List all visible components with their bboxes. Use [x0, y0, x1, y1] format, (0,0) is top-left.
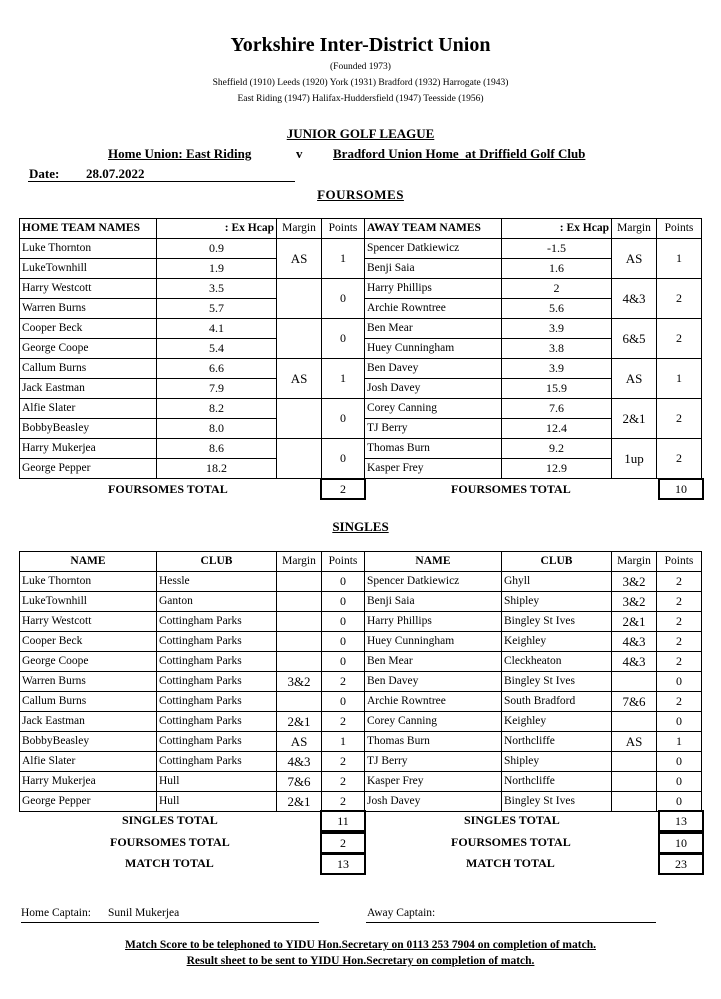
singles-table [19, 551, 702, 812]
away-player-hcap: 3.8 [502, 339, 612, 359]
home-player-hcap: 3.5 [157, 279, 277, 299]
away-singles-club: Keighley [502, 632, 612, 652]
home-singles-name: BobbyBeasley [20, 732, 157, 752]
singles-row [20, 752, 702, 772]
away-player-hcap: 1.6 [502, 259, 612, 279]
away-captain-line [366, 922, 656, 923]
away-pair-points: 2 [657, 279, 702, 319]
match-total-label-home: MATCH TOTAL [125, 856, 214, 870]
home-pair-margin: AS [277, 239, 322, 279]
home-pair-points: 1 [322, 359, 365, 399]
away-singles-points: 2 [657, 572, 702, 592]
home-singles-points: 1 [322, 732, 365, 752]
foursomes-total-home-2: 2 [320, 832, 366, 854]
away-team-names-header: AWAY TEAM NAMES [365, 219, 502, 239]
singles-row [20, 692, 702, 712]
home-singles-points: 2 [322, 772, 365, 792]
away-singles-club: Bingley St Ives [502, 792, 612, 812]
match-total-home: 13 [320, 853, 366, 875]
away-singles-name: Thomas Burn [365, 732, 502, 752]
home-singles-points: 2 [322, 792, 365, 812]
away-singles-name: Ben Mear [365, 652, 502, 672]
home-captain-line [21, 922, 319, 923]
foursomes-total-label-away: FOURSOMES TOTAL [451, 482, 571, 496]
away-pair-margin: 6&5 [612, 319, 657, 359]
foursomes-total-label-away-2: FOURSOMES TOTAL [451, 835, 571, 849]
away-player-hcap: 5.6 [502, 299, 612, 319]
singles-row [20, 572, 702, 592]
away-player-name: Kasper Frey [365, 459, 502, 479]
away-singles-club: Bingley St Ives [502, 672, 612, 692]
away-player-name: Huey Cunningham [365, 339, 502, 359]
away-pair-margin: AS [612, 359, 657, 399]
away-singles-club: Ghyll [502, 572, 612, 592]
foursomes-total-label-home-2: FOURSOMES TOTAL [110, 835, 230, 849]
home-singles-margin [277, 592, 322, 612]
away-singles-points: 2 [657, 632, 702, 652]
versus-text: v [296, 146, 303, 161]
singles-row [20, 772, 702, 792]
away-singles-points: 0 [657, 672, 702, 692]
home-singles-club: Cottingham Parks [157, 612, 277, 632]
away-player-hcap: 3.9 [502, 319, 612, 339]
home-singles-points: 0 [322, 612, 365, 632]
home-singles-name: LukeTownhill [20, 592, 157, 612]
home-team-names-header: HOME TEAM NAMES [20, 219, 157, 239]
home-margin-header: Margin [277, 219, 322, 239]
away-pair-margin: 4&3 [612, 279, 657, 319]
foursomes-title: FOURSOMES [317, 187, 404, 202]
home-player-hcap: 6.6 [157, 359, 277, 379]
home-player-name: BobbyBeasley [20, 419, 157, 439]
home-singles-points: 2 [322, 752, 365, 772]
away-singles-name: Benji Saia [365, 592, 502, 612]
home-singles-club: Cottingham Parks [157, 632, 277, 652]
away-points-header: Points [657, 219, 702, 239]
date-underline [28, 181, 295, 182]
home-ex-hcap-header: : Ex Hcap [157, 219, 277, 239]
foursomes-row [20, 359, 702, 379]
home-player-hcap: 7.9 [157, 379, 277, 399]
away-pair-points: 2 [657, 439, 702, 479]
home-player-hcap: 5.7 [157, 299, 277, 319]
away-singles-name: Corey Canning [365, 712, 502, 732]
home-pair-margin [277, 279, 322, 319]
home-player-hcap: 0.9 [157, 239, 277, 259]
away-singles-margin: 3&2 [612, 592, 657, 612]
match-total-away: 23 [658, 853, 704, 875]
away-singles-name: Archie Rowntree [365, 692, 502, 712]
away-player-name: Ben Mear [365, 319, 502, 339]
home-pair-margin [277, 319, 322, 359]
singles-total-label-away: SINGLES TOTAL [464, 813, 560, 827]
away-singles-name: Harry Phillips [365, 612, 502, 632]
away-singles-points: 1 [657, 732, 702, 752]
away-singles-margin: 3&2 [612, 572, 657, 592]
singles-row [20, 652, 702, 672]
away-singles-margin [612, 752, 657, 772]
away-singles-name: Kasper Frey [365, 772, 502, 792]
singles-body [20, 572, 702, 812]
singles-title: SINGLES [332, 519, 389, 534]
singles-total-away: 13 [658, 810, 704, 832]
away-singles-margin: 2&1 [612, 612, 657, 632]
home-singles-points: 0 [322, 652, 365, 672]
home-singles-margin [277, 632, 322, 652]
foursomes-total-away: 10 [658, 478, 704, 500]
home-singles-points-header: Points [322, 552, 365, 572]
away-player-name: Benji Saia [365, 259, 502, 279]
home-union-text: Home Union: East Riding [108, 146, 252, 161]
away-singles-margin [612, 792, 657, 812]
home-singles-margin [277, 612, 322, 632]
away-player-name: Spencer Datkiewicz [365, 239, 502, 259]
away-singles-name: Josh Davey [365, 792, 502, 812]
home-singles-margin-header: Margin [277, 552, 322, 572]
away-pair-margin: 1up [612, 439, 657, 479]
districts-line-2: East Riding (1947) Halifax-Huddersfield (1947) Teesside (1956) [237, 94, 484, 104]
home-player-hcap: 8.0 [157, 419, 277, 439]
home-singles-points: 0 [322, 632, 365, 652]
home-singles-points: 0 [322, 572, 365, 592]
home-club-header: CLUB [157, 552, 277, 572]
away-singles-points: 2 [657, 692, 702, 712]
home-singles-name: Cooper Beck [20, 632, 157, 652]
home-singles-margin [277, 692, 322, 712]
singles-total-home: 11 [320, 810, 366, 832]
home-player-hcap: 4.1 [157, 319, 277, 339]
away-singles-club: Shipley [502, 592, 612, 612]
home-player-name: George Coope [20, 339, 157, 359]
home-player-name: Callum Burns [20, 359, 157, 379]
away-singles-margin: AS [612, 732, 657, 752]
away-singles-club: Keighley [502, 712, 612, 732]
away-singles-name: Ben Davey [365, 672, 502, 692]
away-captain-label: Away Captain: [367, 907, 436, 919]
singles-row [20, 792, 702, 812]
foursomes-total-label-home: FOURSOMES TOTAL [108, 482, 228, 496]
home-singles-club: Hull [157, 792, 277, 812]
away-singles-points: 2 [657, 652, 702, 672]
away-singles-club: Shipley [502, 752, 612, 772]
match-total-label-away: MATCH TOTAL [466, 856, 555, 870]
home-singles-points: 0 [322, 592, 365, 612]
home-singles-points: 2 [322, 712, 365, 732]
founded-text: (Founded 1973) [330, 62, 391, 72]
away-player-name: Corey Canning [365, 399, 502, 419]
home-singles-points: 0 [322, 692, 365, 712]
home-union [108, 146, 251, 162]
singles-total-label-home: SINGLES TOTAL [122, 813, 218, 827]
away-singles-points: 0 [657, 772, 702, 792]
date-value: 28.07.2022 [86, 166, 145, 181]
singles-row [20, 672, 702, 692]
foursomes-table [19, 218, 702, 479]
home-singles-name: Warren Burns [20, 672, 157, 692]
away-pair-points: 2 [657, 319, 702, 359]
foursomes-total-home: 2 [320, 478, 366, 500]
home-player-name: George Pepper [20, 459, 157, 479]
home-player-name: Luke Thornton [20, 239, 157, 259]
home-singles-club: Hull [157, 772, 277, 792]
foursomes-total-away-2: 10 [658, 832, 704, 854]
away-singles-margin: 4&3 [612, 652, 657, 672]
home-singles-points: 2 [322, 672, 365, 692]
away-singles-club: Bingley St Ives [502, 612, 612, 632]
home-singles-name: Harry Westcott [20, 612, 157, 632]
away-singles-points: 0 [657, 752, 702, 772]
away-singles-club: Cleckheaton [502, 652, 612, 672]
away-union-venue: Bradford Union Home at Driffield Golf Club [333, 146, 586, 161]
home-singles-club: Cottingham Parks [157, 752, 277, 772]
home-singles-name: Alfie Slater [20, 752, 157, 772]
away-singles-name: TJ Berry [365, 752, 502, 772]
home-pair-points: 1 [322, 239, 365, 279]
away-player-name: Thomas Burn [365, 439, 502, 459]
home-singles-name: Harry Mukerjea [20, 772, 157, 792]
home-singles-club: Hessle [157, 572, 277, 592]
away-singles-points: 2 [657, 592, 702, 612]
home-captain-label: Home Captain: [21, 907, 91, 919]
note-result-sheet: Result sheet to be sent to YIDU Hon.Secretary on completion of match. [186, 955, 535, 967]
home-player-name: Alfie Slater [20, 399, 157, 419]
foursomes-row [20, 439, 702, 459]
away-player-hcap: 12.4 [502, 419, 612, 439]
note-telephone: Match Score to be telephoned to YIDU Hon.Secretary on 0113 253 7904 on completion of match. [125, 939, 596, 951]
away-player-hcap: 3.9 [502, 359, 612, 379]
home-player-hcap: 5.4 [157, 339, 277, 359]
home-singles-club: Cottingham Parks [157, 692, 277, 712]
home-singles-margin: 3&2 [277, 672, 322, 692]
home-player-hcap: 8.2 [157, 399, 277, 419]
singles-row [20, 712, 702, 732]
home-name-header: NAME [20, 552, 157, 572]
away-singles-points: 2 [657, 612, 702, 632]
home-singles-name: Callum Burns [20, 692, 157, 712]
home-singles-name: George Coope [20, 652, 157, 672]
home-pair-points: 0 [322, 319, 365, 359]
date-label: Date: [29, 166, 60, 181]
away-player-hcap: 7.6 [502, 399, 612, 419]
home-pair-points: 0 [322, 279, 365, 319]
home-pair-points: 0 [322, 399, 365, 439]
away-singles-points-header: Points [657, 552, 702, 572]
away-player-hcap: 15.9 [502, 379, 612, 399]
home-pair-margin [277, 399, 322, 439]
singles-row [20, 612, 702, 632]
foursomes-row [20, 239, 702, 259]
home-player-name: Jack Eastman [20, 379, 157, 399]
home-pair-margin: AS [277, 359, 322, 399]
home-points-header: Points [322, 219, 365, 239]
foursomes-body [20, 239, 702, 479]
away-singles-name: Huey Cunningham [365, 632, 502, 652]
home-player-name: Cooper Beck [20, 319, 157, 339]
home-singles-margin: 2&1 [277, 792, 322, 812]
away-club-header: CLUB [502, 552, 612, 572]
singles-row [20, 632, 702, 652]
away-player-name: Josh Davey [365, 379, 502, 399]
home-player-name: Harry Mukerjea [20, 439, 157, 459]
away-pair-points: 1 [657, 239, 702, 279]
away-player-hcap: 12.9 [502, 459, 612, 479]
away-player-hcap: 2 [502, 279, 612, 299]
away-pair-points: 1 [657, 359, 702, 399]
home-singles-club: Cottingham Parks [157, 732, 277, 752]
home-singles-margin: AS [277, 732, 322, 752]
home-singles-margin: 4&3 [277, 752, 322, 772]
home-player-name: Warren Burns [20, 299, 157, 319]
home-pair-margin [277, 439, 322, 479]
foursomes-row [20, 319, 702, 339]
away-singles-club: South Bradford [502, 692, 612, 712]
away-pair-margin: AS [612, 239, 657, 279]
away-singles-points: 0 [657, 792, 702, 812]
home-singles-margin [277, 652, 322, 672]
home-player-hcap: 8.6 [157, 439, 277, 459]
home-captain-name: Sunil Mukerjea [108, 907, 180, 919]
away-player-name: TJ Berry [365, 419, 502, 439]
home-singles-name: Jack Eastman [20, 712, 157, 732]
away-singles-name: Spencer Datkiewicz [365, 572, 502, 592]
home-singles-club: Ganton [157, 592, 277, 612]
away-player-hcap: 9.2 [502, 439, 612, 459]
away-name-header: NAME [365, 552, 502, 572]
away-singles-club: Northcliffe [502, 732, 612, 752]
home-singles-margin [277, 572, 322, 592]
singles-row [20, 592, 702, 612]
home-player-hcap: 18.2 [157, 459, 277, 479]
districts-line-1: Sheffield (1910) Leeds (1920) York (1931) Bradford (1932) Harrogate (1943) [212, 78, 509, 88]
away-singles-margin [612, 672, 657, 692]
away-singles-margin-header: Margin [612, 552, 657, 572]
home-singles-name: George Pepper [20, 792, 157, 812]
away-ex-hcap-header: : Ex Hcap [502, 219, 612, 239]
home-pair-points: 0 [322, 439, 365, 479]
away-player-hcap: -1.5 [502, 239, 612, 259]
away-pair-margin: 2&1 [612, 399, 657, 439]
union-title: Yorkshire Inter-District Union [230, 34, 491, 56]
away-singles-margin [612, 772, 657, 792]
singles-row [20, 732, 702, 752]
home-singles-name: Luke Thornton [20, 572, 157, 592]
league-title: JUNIOR GOLF LEAGUE [286, 126, 435, 141]
foursomes-row [20, 399, 702, 419]
away-singles-margin: 7&6 [612, 692, 657, 712]
home-player-name: LukeTownhill [20, 259, 157, 279]
home-singles-margin: 7&6 [277, 772, 322, 792]
home-singles-margin: 2&1 [277, 712, 322, 732]
home-singles-club: Cottingham Parks [157, 652, 277, 672]
away-player-name: Harry Phillips [365, 279, 502, 299]
away-margin-header: Margin [612, 219, 657, 239]
away-singles-margin: 4&3 [612, 632, 657, 652]
away-singles-points: 0 [657, 712, 702, 732]
home-singles-club: Cottingham Parks [157, 672, 277, 692]
home-singles-club: Cottingham Parks [157, 712, 277, 732]
away-singles-margin [612, 712, 657, 732]
foursomes-row [20, 279, 702, 299]
away-pair-points: 2 [657, 399, 702, 439]
home-player-name: Harry Westcott [20, 279, 157, 299]
away-player-name: Archie Rowntree [365, 299, 502, 319]
away-singles-club: Northcliffe [502, 772, 612, 792]
away-player-name: Ben Davey [365, 359, 502, 379]
home-player-hcap: 1.9 [157, 259, 277, 279]
